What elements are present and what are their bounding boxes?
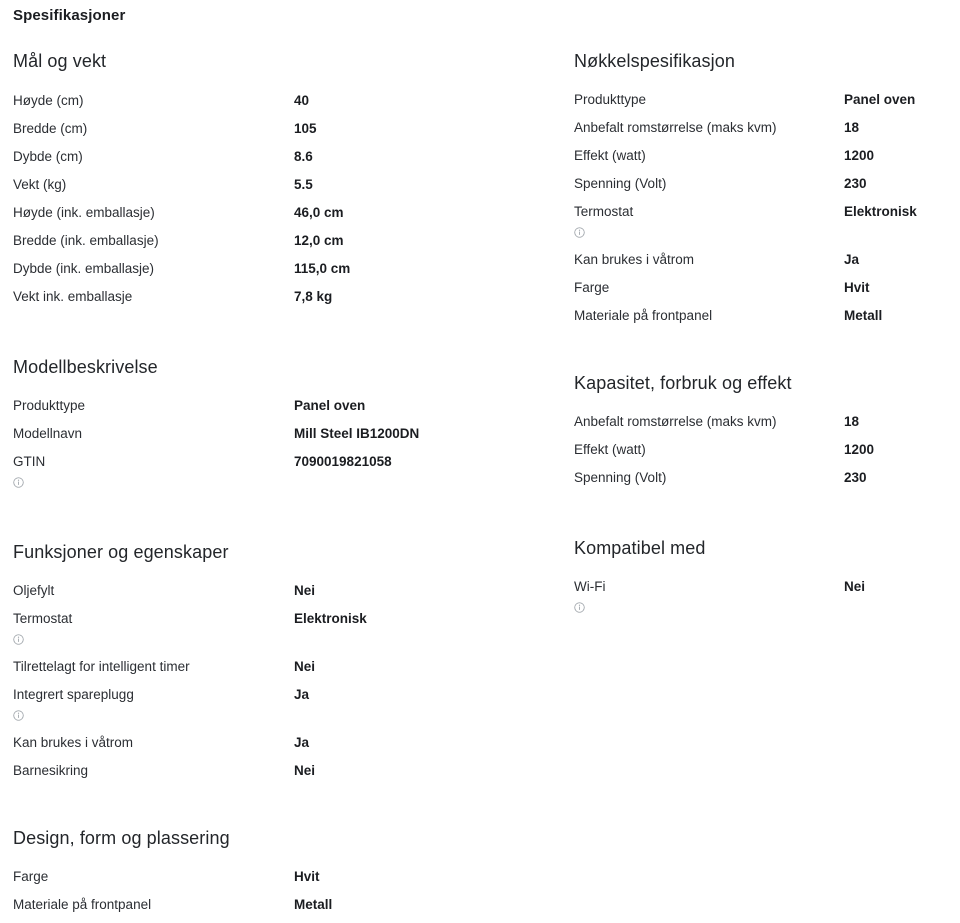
info-circle-icon[interactable]: [13, 634, 24, 645]
spec-label: Kan brukes i våtrom: [574, 252, 695, 267]
spec-label: Dybde (ink. emballasje): [13, 261, 155, 276]
spec-section-modellbeskrivelse: [13, 356, 561, 500]
spec-value: 230: [844, 176, 867, 191]
spec-value: Metall: [294, 897, 333, 912]
spec-label: Vekt (kg): [13, 177, 67, 192]
spec-row: [574, 174, 960, 202]
spec-section-kompatibel-med: [574, 537, 960, 625]
spec-value: Ja: [294, 687, 310, 702]
spec-label-wrap: [574, 202, 844, 238]
spec-label: Høyde (cm): [13, 93, 84, 108]
spec-section-kapasitet-forbruk-og-effekt: [574, 372, 960, 496]
spec-label-wrap: [13, 761, 294, 780]
spec-label-wrap: [13, 91, 294, 110]
spec-label: Tilrettelagt for intelligent timer: [13, 659, 190, 674]
spec-label-wrap: [13, 609, 294, 645]
spec-rows: [13, 867, 561, 923]
spec-label-wrap: [574, 412, 844, 431]
spec-label-wrap: [13, 203, 294, 222]
spec-label: Effekt (watt): [574, 148, 646, 163]
spec-value: 7090019821058: [294, 454, 392, 469]
spec-section-funksjoner-og-egenskaper: [13, 541, 561, 789]
spec-value: Ja: [844, 252, 860, 267]
spec-row: [574, 250, 960, 278]
spec-label: Barnesikring: [13, 763, 89, 778]
section-heading: Kompatibel med: [574, 538, 706, 558]
spec-value: Elektronisk: [844, 204, 917, 219]
spec-value: 230: [844, 470, 867, 485]
spec-value: Panel oven: [294, 398, 366, 413]
spec-value: 1200: [844, 442, 875, 457]
spec-label: Spenning (Volt): [574, 176, 667, 191]
section-heading: Modellbeskrivelse: [13, 357, 158, 377]
spec-label: Integrert spareplugg: [13, 687, 134, 702]
spec-label-wrap: [574, 90, 844, 109]
spec-row: [574, 412, 960, 440]
spec-label-wrap: [13, 657, 294, 676]
spec-label: Materiale på frontpanel: [574, 308, 713, 323]
spec-rows: [574, 90, 960, 334]
spec-label: Wi-Fi: [574, 579, 606, 594]
info-circle-icon[interactable]: [574, 227, 585, 238]
spec-rows: [13, 581, 561, 789]
spec-section-nokkelspesifikasjon: [574, 50, 960, 334]
spec-row: [574, 278, 960, 306]
spec-label: Dybde (cm): [13, 149, 83, 164]
spec-label: Produkttype: [13, 398, 86, 413]
spec-label: Produkttype: [574, 92, 647, 107]
spec-row: [13, 91, 561, 119]
info-circle-icon[interactable]: [574, 602, 585, 613]
spec-value: 12,0 cm: [294, 233, 344, 248]
spec-value: 115,0 cm: [294, 261, 351, 276]
spec-label: Effekt (watt): [574, 442, 646, 457]
section-heading: Kapasitet, forbruk og effekt: [574, 373, 792, 393]
spec-row: [13, 175, 561, 203]
spec-row: [574, 202, 960, 250]
spec-row: [13, 119, 561, 147]
spec-label-wrap: [13, 867, 294, 886]
spec-value: Nei: [294, 659, 316, 674]
spec-label-wrap: [13, 581, 294, 600]
spec-row: [13, 396, 561, 424]
spec-row: [13, 657, 561, 685]
spec-value: 5.5: [294, 177, 313, 192]
spec-label-wrap: [13, 452, 294, 488]
section-heading: Mål og vekt: [13, 51, 107, 71]
spec-label-wrap: [574, 250, 844, 269]
spec-label: Farge: [574, 280, 610, 295]
spec-label: GTIN: [13, 454, 46, 469]
spec-label: Bredde (cm): [13, 121, 88, 136]
spec-label-wrap: [13, 396, 294, 415]
spec-row: [13, 895, 561, 923]
spec-label: Farge: [13, 869, 49, 884]
spec-label-wrap: [574, 306, 844, 325]
spec-value: 46,0 cm: [294, 205, 344, 220]
spec-value: Nei: [294, 583, 316, 598]
spec-label: Vekt ink. emballasje: [13, 289, 133, 304]
spec-label-wrap: [574, 118, 844, 137]
spec-label-wrap: [13, 231, 294, 250]
spec-row: [13, 203, 561, 231]
right-column: [561, 50, 960, 625]
spec-label-wrap: [574, 174, 844, 193]
spec-rows: [574, 577, 960, 625]
spec-value: Nei: [294, 763, 316, 778]
spec-label: Oljefylt: [13, 583, 55, 598]
spec-row: [13, 287, 561, 315]
spec-label: Anbefalt romstørrelse (maks kvm): [574, 120, 777, 135]
spec-row: [13, 147, 561, 175]
spec-value: Panel oven: [844, 92, 916, 107]
spec-label-wrap: [13, 119, 294, 138]
spec-value: Hvit: [844, 280, 870, 295]
spec-value: Nei: [844, 579, 866, 594]
spec-row: [574, 146, 960, 174]
spec-row: [13, 424, 561, 452]
spec-value: 105: [294, 121, 317, 136]
info-circle-icon[interactable]: [13, 477, 24, 488]
section-heading: Nøkkelspesifikasjon: [574, 51, 735, 71]
spec-value: Hvit: [294, 869, 320, 884]
spec-label: Termostat: [574, 204, 634, 219]
spec-label-wrap: [13, 147, 294, 166]
spec-row: [574, 440, 960, 468]
spec-row: [13, 581, 561, 609]
spec-label-wrap: [13, 895, 294, 914]
spec-rows: [13, 91, 561, 315]
spec-label-wrap: [574, 146, 844, 165]
spec-row: [574, 468, 960, 496]
spec-row: [574, 306, 960, 334]
spec-label-wrap: [13, 424, 294, 443]
section-heading: Design, form og plassering: [13, 828, 230, 848]
spec-value: 18: [844, 414, 860, 429]
spec-row: [13, 685, 561, 733]
spec-row: [574, 577, 960, 625]
spec-section-design-form-og-plassering: [13, 827, 561, 923]
spec-label: Termostat: [13, 611, 73, 626]
spec-row: [13, 733, 561, 761]
spec-value: Ja: [294, 735, 310, 750]
spec-label-wrap: [13, 287, 294, 306]
spec-value: Elektronisk: [294, 611, 367, 626]
spec-value: 40: [294, 93, 310, 108]
spec-label: Kan brukes i våtrom: [13, 735, 134, 750]
page-title: Spesifikasjoner: [13, 7, 126, 24]
spec-row: [13, 231, 561, 259]
spec-label-wrap: [574, 440, 844, 459]
spec-label: Anbefalt romstørrelse (maks kvm): [574, 414, 777, 429]
spec-label: Spenning (Volt): [574, 470, 667, 485]
spec-label: Modellnavn: [13, 426, 83, 441]
spec-label-wrap: [13, 259, 294, 278]
spec-label-wrap: [13, 175, 294, 194]
spec-section-maal-og-vekt: [13, 50, 561, 315]
specifications-columns: [0, 24, 960, 923]
spec-value: 1200: [844, 148, 875, 163]
spec-value: 18: [844, 120, 860, 135]
spec-row: [574, 90, 960, 118]
spec-row: [13, 259, 561, 287]
spec-label-wrap: [574, 468, 844, 487]
info-circle-icon[interactable]: [13, 710, 24, 721]
section-heading: Funksjoner og egenskaper: [13, 542, 229, 562]
spec-row: [574, 118, 960, 146]
spec-value: Metall: [844, 308, 883, 323]
spec-label-wrap: [574, 577, 844, 613]
spec-rows: [574, 412, 960, 496]
spec-value: 7,8 kg: [294, 289, 333, 304]
spec-label: Bredde (ink. emballasje): [13, 233, 159, 248]
spec-label-wrap: [574, 278, 844, 297]
spec-label-wrap: [13, 733, 294, 752]
spec-row: [13, 761, 561, 789]
left-column: [0, 50, 561, 923]
spec-label-wrap: [13, 685, 294, 721]
spec-label: Høyde (ink. emballasje): [13, 205, 155, 220]
spec-rows: [13, 396, 561, 500]
spec-value: Mill Steel IB1200DN: [294, 426, 420, 441]
spec-row: [13, 609, 561, 657]
spec-value: 8.6: [294, 149, 313, 164]
spec-row: [13, 452, 561, 500]
spec-row: [13, 867, 561, 895]
spec-label: Materiale på frontpanel: [13, 897, 152, 912]
